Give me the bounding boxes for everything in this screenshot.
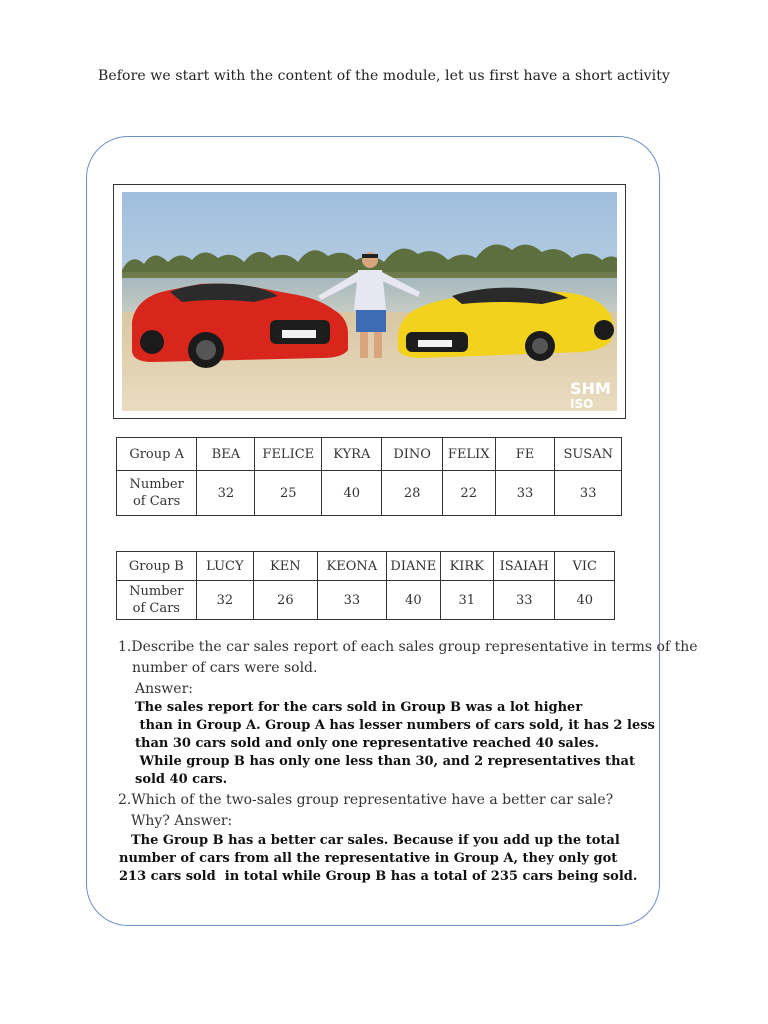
intro-text: Before we start with the content of the module, let us first have a short activity [98, 68, 670, 84]
group-b-name: DIANE [387, 552, 440, 581]
svg-text:SHM: SHM [570, 379, 611, 398]
group-a-value: 33 [495, 471, 555, 516]
group-a-value: 25 [255, 471, 322, 516]
group-b-row-label: Number of Cars [117, 581, 197, 620]
group-b-value: 26 [254, 581, 318, 620]
question-1-line-1: 1.Describe the car sales report of each sales group representative in terms of the [118, 639, 698, 655]
group-b-name: LUCY [196, 552, 253, 581]
photo-frame [113, 184, 626, 419]
group-a-value: 33 [555, 471, 622, 516]
question-1-answer-line: The sales report for the cars sold in Group B was a lot higher [135, 700, 583, 715]
group-b-value: 33 [317, 581, 387, 620]
group-b-name: KEN [254, 552, 318, 581]
group-a-row-label: Number of Cars [117, 471, 197, 516]
question-1-answer-line: than in Group A. Group A has lesser numbers of cars sold, it has 2 less [135, 718, 655, 733]
question-2-line-1: 2.Which of the two-sales group representative have a better car sale? [118, 792, 614, 808]
question-2-answer-line: The Group B has a better car sales. Because if you add up the total [131, 833, 620, 848]
car-photo-image [122, 192, 617, 411]
question-1-answer-line: than 30 cars sold and only one representative reached 40 sales. [135, 736, 599, 751]
car-photo [122, 192, 617, 411]
group-a-value: 22 [442, 471, 495, 516]
group-a-name: DINO [382, 438, 442, 471]
question-2-answer-line: 213 cars sold in total while Group B has a total of 235 cars being sold. [119, 869, 638, 884]
group-a-value: 40 [322, 471, 382, 516]
question-1-answer-line: While group B has only one less than 30, and 2 representatives that [135, 754, 635, 769]
question-1-line-2: number of cars were sold. [132, 660, 318, 676]
group-a-name: BEA [197, 438, 255, 471]
group-b-header: Group B [117, 552, 197, 581]
question-1-answer-label: Answer: [135, 681, 193, 697]
group-b-table [116, 551, 615, 620]
group-b-name: VIC [555, 552, 615, 581]
group-b-name: KIRK [440, 552, 493, 581]
svg-text:ISO: ISO [570, 397, 594, 411]
group-b-name: KEONA [317, 552, 387, 581]
question-2-answer-line: number of cars from all the representative in Group A, they only got [119, 851, 618, 866]
group-a-table [116, 437, 622, 516]
question-1-answer-line: sold 40 cars. [135, 772, 228, 787]
question-2-line-2: Why? Answer: [131, 813, 233, 829]
group-a-name: FELICE [255, 438, 322, 471]
group-b-value: 33 [493, 581, 554, 620]
group-a-name: KYRA [322, 438, 382, 471]
group-b-value: 32 [196, 581, 253, 620]
group-a-name: FE [495, 438, 555, 471]
group-a-value: 32 [197, 471, 255, 516]
group-b-value: 40 [387, 581, 440, 620]
group-a-name: SUSAN [555, 438, 622, 471]
group-a-value: 28 [382, 471, 442, 516]
group-a-name: FELIX [442, 438, 495, 471]
group-b-name: ISAIAH [493, 552, 554, 581]
group-b-value: 31 [440, 581, 493, 620]
group-b-value: 40 [555, 581, 615, 620]
group-a-header: Group A [117, 438, 197, 471]
